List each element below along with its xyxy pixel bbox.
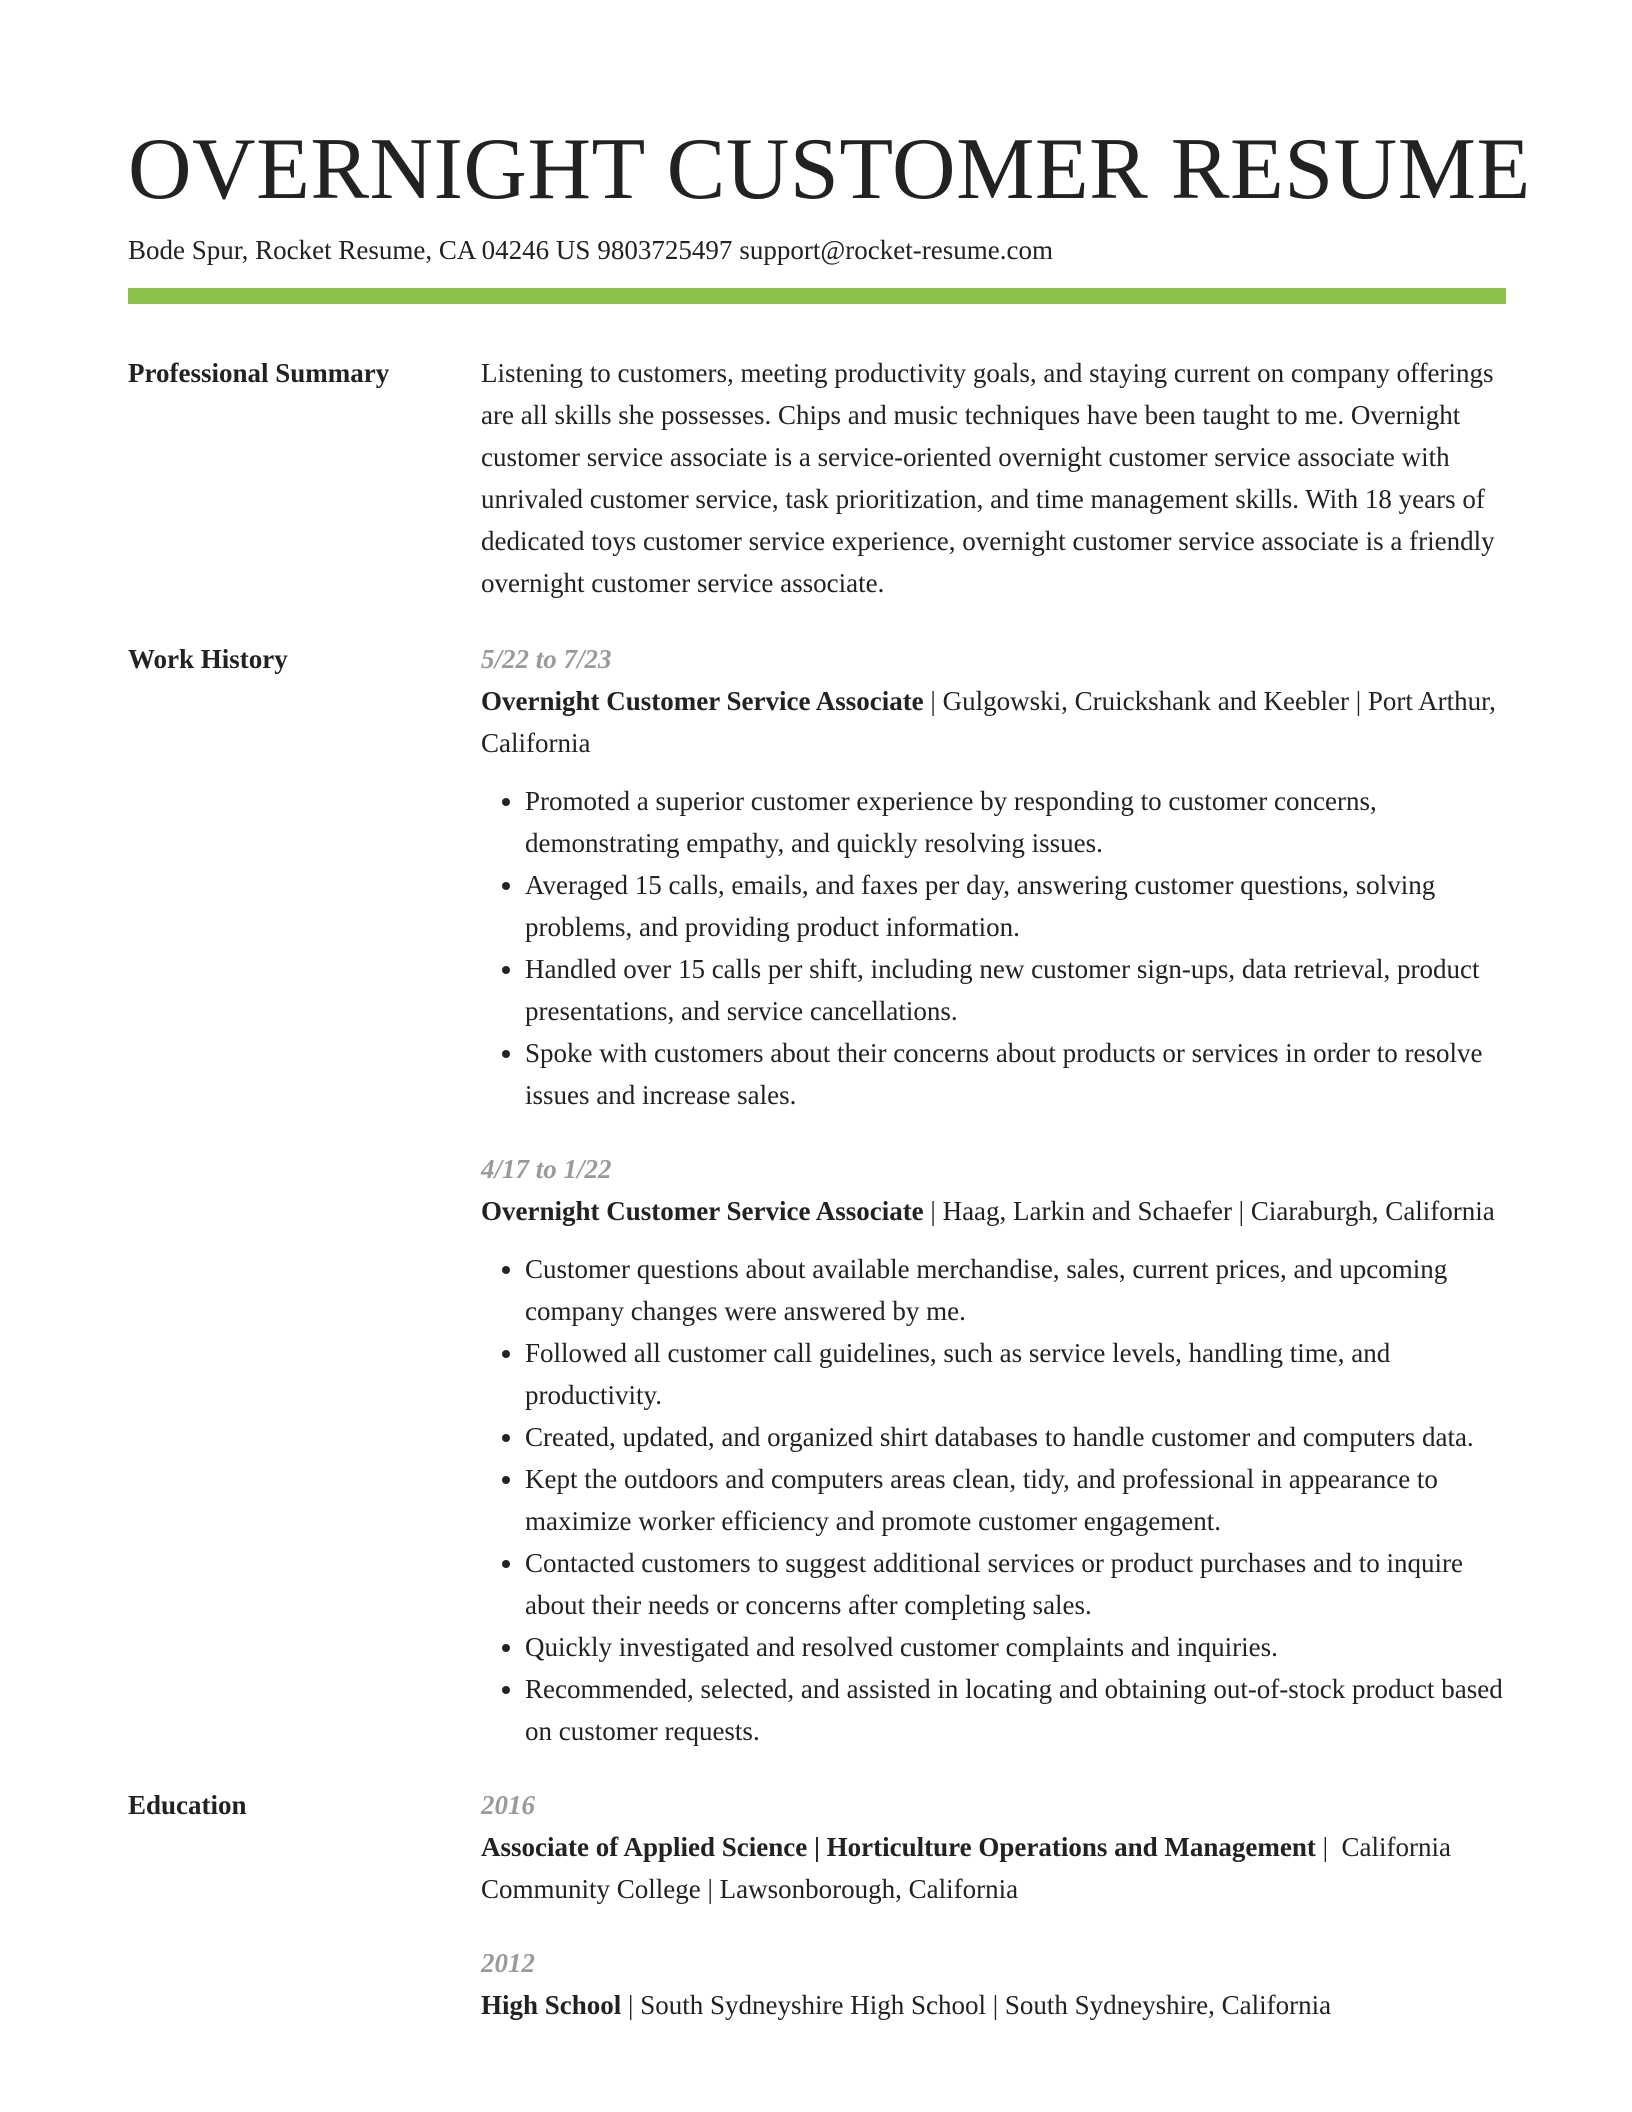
list-item: • Followed all customer call guidelines, such as service levels, handling time, and productivity.: [525, 1332, 1506, 1416]
section-label-education: Education: [128, 1790, 247, 1820]
education-entry: [481, 1942, 1506, 2026]
list-item: • Averaged 15 calls, emails, and faxes per day, answering customer questions, solving problems, and providing product information.: [525, 864, 1506, 948]
section-professional-summary: [128, 352, 1506, 604]
job-entry: [481, 638, 1506, 1116]
section-education: [128, 1784, 1506, 2026]
list-item: • Handled over 15 calls per shift, including new customer sign-ups, data retrieval, product presentations, and service cancellations.: [525, 948, 1506, 1032]
list-item: • Kept the outdoors and computers areas clean, tidy, and professional in appearance to maximize worker efficiency and promote customer engagement.: [525, 1458, 1506, 1542]
education-school-location: | South Sydneyshire High School | South Sydneyshire, California: [621, 1990, 1332, 2020]
job-employer-location: | Gulgowski, Cruickshank and Keebler | Port Arthur, California: [481, 686, 1496, 758]
job-heading: [481, 680, 1506, 764]
section-label-work: Work History: [128, 644, 288, 674]
job-duties-list: [481, 780, 1506, 1116]
education-entry: [481, 1784, 1506, 1910]
contact-phone: 9803725497: [597, 235, 733, 265]
accent-divider: [128, 288, 1506, 304]
section-label-summary: Professional Summary: [128, 358, 390, 388]
job-employer-location: | Haag, Larkin and Schaefer | Ciaraburgh, California: [923, 1196, 1495, 1226]
job-duties-list: [481, 1248, 1506, 1752]
job-entry: [481, 1148, 1506, 1752]
education-heading: [481, 1984, 1506, 2026]
contact-address: Bode Spur, Rocket Resume, CA 04246 US: [128, 235, 591, 265]
education-body: [481, 1784, 1506, 2026]
education-degree: Associate of Applied Science | Horticulture Operations and Management: [481, 1832, 1316, 1862]
summary-text: Listening to customers, meeting productivity goals, and staying current on company offerings are all skills she possesses. Chips and music techniques have been taught to me. Overnight customer service associate is a service-oriented overnight customer service associate with unrivaled customer service, task prioritization, and time management skills. With 18 years of dedicated toys customer service experience, overnight customer service associate is a friendly overnight customer service associate.: [481, 358, 1495, 598]
job-dates: 4/17 to 1/22: [481, 1154, 612, 1184]
job-title: Overnight Customer Service Associate: [481, 686, 924, 716]
job-title: Overnight Customer Service Associate: [481, 1196, 924, 1226]
list-item: • Recommended, selected, and assisted in locating and obtaining out-of-stock product based on customer requests.: [525, 1668, 1506, 1752]
list-item: • Spoke with customers about their concerns about products or services in order to resolve issues and increase sales.: [525, 1032, 1506, 1116]
resume-page: [128, 118, 1531, 2026]
education-degree: High School: [481, 1990, 622, 2020]
list-item: • Quickly investigated and resolved customer complaints and inquiries.: [525, 1626, 1506, 1668]
section-work-history: [128, 638, 1506, 1752]
contact-email: support@rocket-resume.com: [739, 235, 1053, 265]
contact-line: [128, 232, 1506, 268]
resume-title: OVERNIGHT CUSTOMER RESUME: [128, 121, 1531, 218]
list-item: • Created, updated, and organized shirt databases to handle customer and computers data.: [525, 1416, 1506, 1458]
work-history-body: [481, 638, 1506, 1752]
job-dates: 5/22 to 7/23: [481, 644, 612, 674]
education-year: 2016: [481, 1790, 535, 1820]
education-heading: [481, 1826, 1506, 1910]
list-item: • Customer questions about available merchandise, sales, current prices, and upcoming company changes were answered by me.: [525, 1248, 1506, 1332]
job-heading: [481, 1190, 1506, 1232]
list-item: • Promoted a superior customer experience by responding to customer concerns, demonstrating empathy, and quickly resolving issues.: [525, 780, 1506, 864]
education-school-location: | California Community College | Lawsonborough, California: [481, 1832, 1458, 1904]
list-item: • Contacted customers to suggest additional services or product purchases and to inquire about their needs or concerns after completing sales.: [525, 1542, 1506, 1626]
education-year: 2012: [481, 1948, 535, 1978]
